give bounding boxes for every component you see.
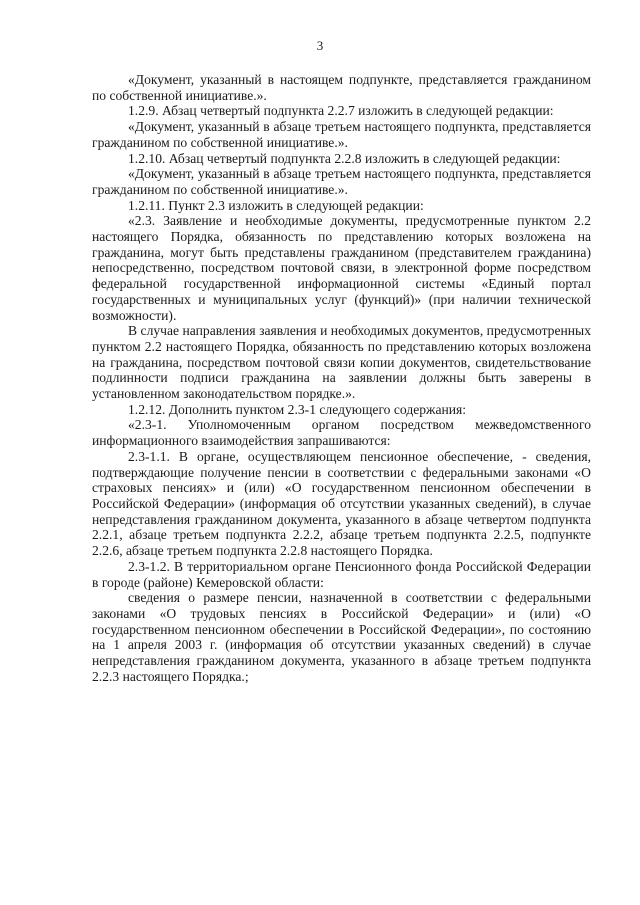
paragraph-2-3-1-1: 2.3-1.1. В органе, осуществляющем пенсионное обеспечение, - сведения, подтверждающие получение пенсии в соответствии с федеральными законами «О страховых пенсиях» и (или) «О государственном пенсионном обеспечении в Российской Федерации» (информация об отсутствии указанных сведений), в случае непредставления гражданином документа, указанного в абзаце четвертом подпункта 2.2.1, абзаце третьем подпункта 2.2.2, абзаце третьем подпункта 2.2.5, подпункте 2.2.6, абзаце третьем подпункта 2.2.8 настоящего Порядка. bbox=[92, 448, 591, 559]
document-body bbox=[92, 72, 591, 684]
paragraph-postal: В случае направления заявления и необходимых документов, предусмотренных пунктом 2.2 настоящего Порядка, обязанность по представлению которых возложена на гражданина, посредством почтовой связи копии документов, свидетельствование подлинности подписи гражданина на заявлении должны быть заверены в установленном законодательством порядке.». bbox=[92, 323, 591, 402]
paragraph-1-2-12: 1.2.12. Дополнить пунктом 2.3-1 следующего содержания: bbox=[128, 401, 467, 417]
paragraph-1-2-10: 1.2.10. Абзац четвертый подпункта 2.2.8 изложить в следующей редакции: bbox=[128, 150, 561, 166]
paragraph-pension-info: сведения о размере пенсии, назначенной в соответствии с федеральными законами «О трудовых пенсиях в Российской Федерации» и (или) «О государственном пенсионном обеспечении в Российской Федерации», по состоянию на 1 апреля 2003 г. (информация об отсутствии указанных сведений) в случае непредставления гражданином документа, указанного в абзаце третьем подпункта 2.2.3 настоящего Порядка.; bbox=[92, 590, 591, 684]
paragraph-2-3-1: «2.3-1. Уполномоченным органом посредством межведомственного информационного взаимодействия запрашиваются: bbox=[92, 417, 591, 449]
paragraph-1-2-11: 1.2.11. Пункт 2.3 изложить в следующей редакции: bbox=[128, 197, 424, 213]
page-number: 3 bbox=[316, 38, 324, 53]
paragraph-quote-2: «Документ, указанный в абзаце третьем настоящего подпункта, представляется гражданином по собственной инициативе.». bbox=[92, 119, 591, 150]
paragraph-quote-3: «Документ, указанный в абзаце третьем настоящего подпункта, представляется гражданином по собственной инициативе.». bbox=[92, 166, 591, 197]
paragraph-2-3: «2.3. Заявление и необходимые документы, предусмотренные пунктом 2.2 настоящего Порядка, обязанность по представлению которых возложена на гражданина, могут быть представлены гражданином (представителем гражданина) непосредственно, посредством почтовой связи, в электронной форме посредством федеральной государственной информационной системы «Единый портал государственных и муниципальных услуг (функций)» (при наличии технической возможности). bbox=[92, 213, 591, 323]
paragraph-1-2-9: 1.2.9. Абзац четвертый подпункта 2.2.7 изложить в следующей редакции: bbox=[128, 103, 554, 119]
paragraph-quote-1: «Документ, указанный в настоящем подпункте, представляется гражданином по собственной инициативе.». bbox=[92, 72, 591, 103]
paragraph-2-3-1-2: 2.3-1.2. В территориальном органе Пенсионного фонда Российской Федерации в городе (районе) Кемеровской области: bbox=[92, 558, 591, 590]
